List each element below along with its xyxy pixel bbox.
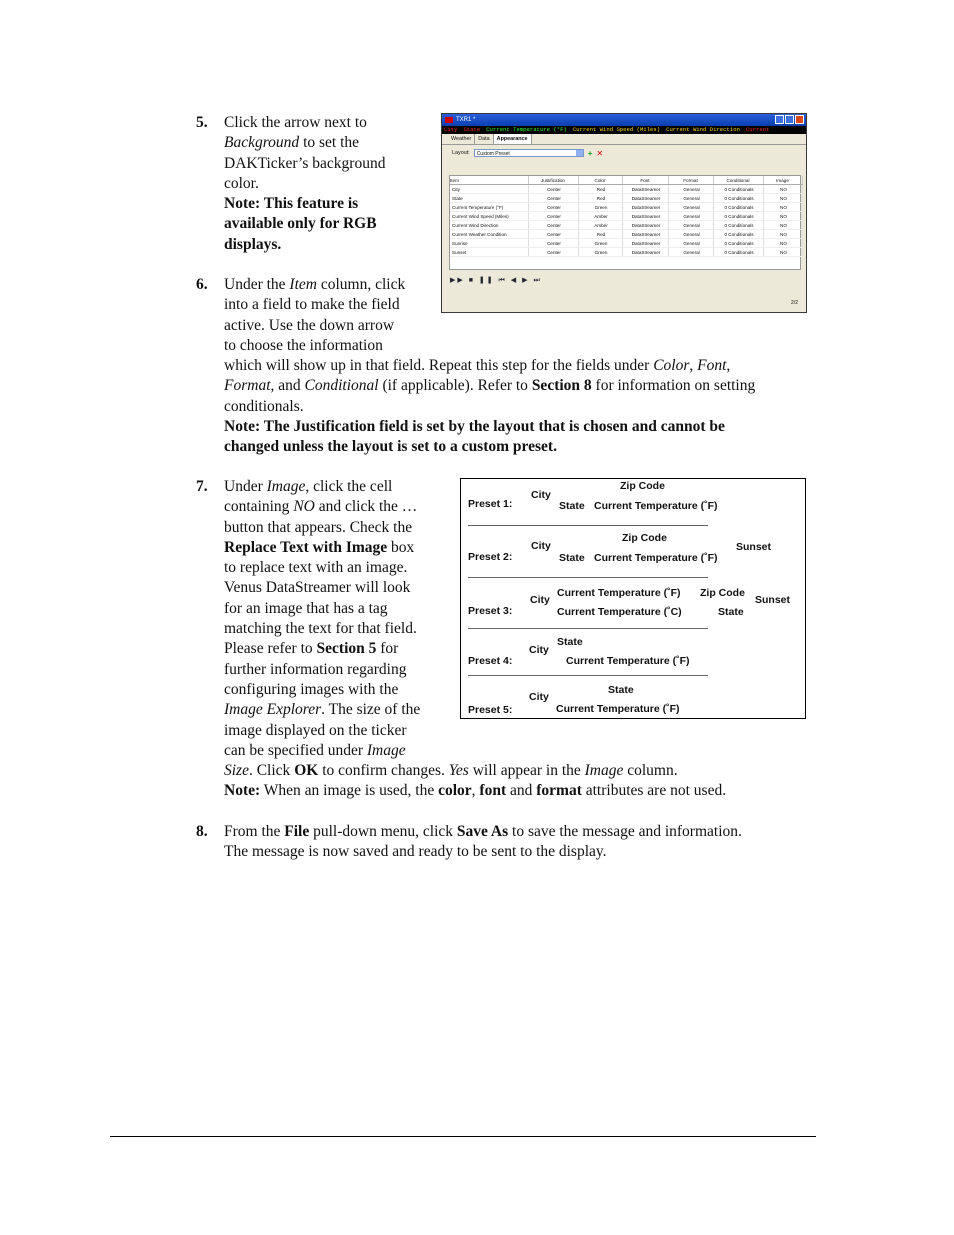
playback-controls[interactable]: ▶▶ ■ ❚❚ ⏮ ◀ ▶ ⏭ xyxy=(450,277,542,284)
footer-divider xyxy=(110,1136,816,1137)
preset-temp: Current Temperature (˚F) xyxy=(594,500,718,512)
table-cell[interactable]: Center xyxy=(528,203,578,212)
layout-select[interactable]: Custom Preset xyxy=(474,149,584,157)
preset-label: Preset 1: xyxy=(468,498,513,510)
table-cell[interactable]: Center xyxy=(528,212,578,221)
step-number: 7. xyxy=(196,478,208,495)
ticker-item: Current xyxy=(745,126,770,133)
table-cell[interactable]: Red xyxy=(578,194,622,203)
table-cell[interactable]: DataStreamer xyxy=(622,230,668,239)
preset-city: City xyxy=(531,489,551,501)
table-cell[interactable]: Center xyxy=(528,221,578,230)
table-cell[interactable]: Center xyxy=(528,248,578,257)
table-cell[interactable]: Green xyxy=(578,239,622,248)
tab-data[interactable]: Data xyxy=(475,134,493,144)
table-cell[interactable]: NO xyxy=(763,194,802,203)
table-cell[interactable]: Current Wind Speed (Miles) xyxy=(450,212,528,221)
table-cell[interactable]: General xyxy=(668,230,713,239)
preset-state: State xyxy=(608,684,634,696)
table-cell[interactable]: General xyxy=(668,239,713,248)
layout-label: Layout: xyxy=(452,150,470,156)
table-cell[interactable]: 0 Conditionals xyxy=(713,230,763,239)
table-cell[interactable]: 0 Conditionals xyxy=(713,194,763,203)
table-cell[interactable]: Current Wind Direction xyxy=(450,221,528,230)
table-row xyxy=(450,230,802,239)
appearance-screenshot xyxy=(441,113,807,313)
table-cell[interactable]: Current Temperature (°F) xyxy=(450,203,528,212)
table-cell[interactable]: Amber xyxy=(578,221,622,230)
table-cell[interactable]: 0 Conditionals xyxy=(713,239,763,248)
window-titlebar xyxy=(442,114,806,126)
table-cell[interactable]: DataStreamer xyxy=(622,194,668,203)
table-row xyxy=(450,248,802,257)
tab-weather[interactable]: Weather xyxy=(448,134,475,144)
minimize-icon[interactable] xyxy=(775,115,784,124)
column-header[interactable]: Format xyxy=(668,176,713,185)
preset-city: City xyxy=(530,594,550,606)
table-cell[interactable]: 0 Conditionals xyxy=(713,185,763,194)
tab-bar xyxy=(442,134,806,145)
maximize-icon[interactable] xyxy=(785,115,794,124)
table-cell[interactable]: Red xyxy=(578,185,622,194)
note: Note: The Justification field is set by the layout that is chosen and cannot be xyxy=(224,418,725,436)
step-6-text: Under the Item column, click into a field to make the field active. Use the down arrow to choose the information which will show up in that field. Repeat this step for the fields under Color, Font, Format, and Conditional (if applicable). Refer to Section 8 for information on setting conditionals. Note: The Justification field is set by the layout that is chosen and cannot be changed unless the layout is set to a custom preset. xyxy=(224,276,756,456)
tab-appearance[interactable]: Appearance xyxy=(494,134,532,144)
table-cell[interactable]: 0 Conditionals xyxy=(713,248,763,257)
table-row xyxy=(450,239,802,248)
preset-label: Preset 2: xyxy=(468,551,513,563)
table-cell[interactable]: DataStreamer xyxy=(622,203,668,212)
preset-sunset: Sunset xyxy=(736,541,772,553)
page-indicator: 2/2 xyxy=(791,300,798,306)
chevron-down-icon[interactable] xyxy=(576,150,583,156)
table-cell[interactable]: 0 Conditionals xyxy=(713,203,763,212)
table-cell[interactable]: Green xyxy=(578,203,622,212)
table-cell[interactable]: 0 Conditionals xyxy=(713,212,763,221)
preset-temp-c: Current Temperature (˚C) xyxy=(557,606,682,618)
ticker-item: City xyxy=(444,126,458,133)
table-cell[interactable]: NO xyxy=(763,248,802,257)
preset-layouts xyxy=(460,478,806,719)
preset-state: State xyxy=(557,636,583,648)
step-5-text: Click the arrow next to Background to set the DAKTicker’s background color. Note: This feature is available only for RGB displays. xyxy=(224,114,386,253)
table-cell[interactable]: Center xyxy=(528,194,578,203)
add-icon[interactable]: + xyxy=(587,148,593,158)
step-number: 6. xyxy=(196,276,208,293)
ticker-item: Current Temperature (°F) xyxy=(486,126,567,133)
table-cell[interactable]: NO xyxy=(763,230,802,239)
table-cell[interactable]: Current Weather Condition xyxy=(450,230,528,239)
preset-divider xyxy=(468,577,708,578)
table-cell[interactable]: General xyxy=(668,248,713,257)
table-row xyxy=(450,212,802,221)
table-cell[interactable]: NO xyxy=(763,221,802,230)
ticker-item: Current Wind Direction xyxy=(666,126,740,133)
table-cell[interactable]: Amber xyxy=(578,212,622,221)
preset-state: State xyxy=(718,606,744,618)
table-cell[interactable]: State xyxy=(450,194,528,203)
preset-state: State xyxy=(559,552,585,564)
table-cell[interactable]: NO xyxy=(763,212,802,221)
table-cell[interactable]: NO xyxy=(763,185,802,194)
column-header[interactable]: Item xyxy=(450,176,528,185)
step-number: 8. xyxy=(196,823,208,840)
column-header[interactable]: Image xyxy=(763,176,802,185)
table-cell[interactable]: DataStreamer xyxy=(622,185,668,194)
table-cell[interactable]: General xyxy=(668,212,713,221)
preset-sunset: Sunset xyxy=(755,594,791,606)
delete-icon[interactable]: ✕ xyxy=(596,148,604,158)
table-cell[interactable]: Red xyxy=(578,230,622,239)
table-cell[interactable]: General xyxy=(668,185,713,194)
preset-zip: Zip Code xyxy=(700,587,745,599)
preset-zip: Zip Code xyxy=(620,480,665,492)
layout-row xyxy=(442,145,806,161)
column-header[interactable]: Color xyxy=(578,176,622,185)
step-8-text: From the File pull-down menu, click Save As to save the message and information. The message is now saved and ready to be sent to the display. xyxy=(224,823,742,861)
app-icon xyxy=(445,117,453,123)
table-cell[interactable]: Sunset xyxy=(450,248,528,257)
ticker-item: State xyxy=(463,126,481,133)
preset-divider xyxy=(468,675,708,676)
preset-city: City xyxy=(531,540,551,552)
table-row xyxy=(450,221,802,230)
preset-divider xyxy=(468,525,708,526)
table-cell[interactable]: General xyxy=(668,194,713,203)
table-cell[interactable]: Center xyxy=(528,185,578,194)
table-cell[interactable]: General xyxy=(668,221,713,230)
preset-label: Preset 5: xyxy=(468,704,513,716)
table-cell[interactable]: DataStreamer xyxy=(622,239,668,248)
grid-header xyxy=(450,176,802,185)
preset-state: State xyxy=(559,500,585,512)
table-cell[interactable]: Sunrise xyxy=(450,239,528,248)
preset-label: Preset 3: xyxy=(468,605,513,617)
preset-city: City xyxy=(529,644,549,656)
table-cell[interactable]: NO xyxy=(763,239,802,248)
preset-zip: Zip Code xyxy=(622,532,667,544)
table-cell[interactable]: General xyxy=(668,203,713,212)
table-cell[interactable]: DataStreamer xyxy=(622,221,668,230)
appearance-grid xyxy=(449,175,801,270)
step-7-text: Under Image, click the cell containing NO and click the … button that appears. Check the Replace Text with Image box to replace text with an image. Venus DataStreamer will look for an image that has a tag matching the text for that field. Please refer to Section 5 for further information regarding configuring images with the Image Explorer. The size of the image displayed on the ticker can be specified under Image Size. Click OK to confirm changes. Yes will appear in the Image column. Note: When an image is used, the color, font and format attributes are not used. xyxy=(224,477,726,802)
table-cell[interactable]: City xyxy=(450,185,528,194)
close-icon[interactable] xyxy=(795,115,804,124)
table-cell[interactable]: 0 Conditionals xyxy=(713,221,763,230)
table-row xyxy=(450,194,802,203)
preset-temp: Current Temperature (˚F) xyxy=(556,703,680,715)
note: Note: This feature is xyxy=(224,195,359,213)
column-header[interactable]: Conditional xyxy=(713,176,763,185)
table-cell[interactable]: Center xyxy=(528,230,578,239)
preset-city: City xyxy=(529,691,549,703)
preset-divider xyxy=(468,628,708,629)
column-header[interactable]: Justification xyxy=(528,176,578,185)
table-cell[interactable]: NO xyxy=(763,203,802,212)
preset-temp: Current Temperature (˚F) xyxy=(566,655,690,667)
ticker-item: Current Wind Speed (Miles) xyxy=(572,126,661,133)
preset-temp: Current Temperature (˚F) xyxy=(594,552,718,564)
table-cell[interactable]: DataStreamer xyxy=(622,248,668,257)
table-cell[interactable]: Center xyxy=(528,239,578,248)
table-cell[interactable]: Green xyxy=(578,248,622,257)
table-row xyxy=(450,203,802,212)
window-title: TXR1 * xyxy=(456,117,476,123)
ticker-preview xyxy=(442,126,806,134)
table-cell[interactable]: DataStreamer xyxy=(622,212,668,221)
note: Note: When an image is used, the color, font and format attributes are not used. xyxy=(224,782,727,800)
preset-label: Preset 4: xyxy=(468,655,513,667)
step-number: 5. xyxy=(196,114,208,131)
table-row xyxy=(450,185,802,194)
preset-temp-f: Current Temperature (˚F) xyxy=(557,587,681,599)
column-header[interactable]: Font xyxy=(622,176,668,185)
